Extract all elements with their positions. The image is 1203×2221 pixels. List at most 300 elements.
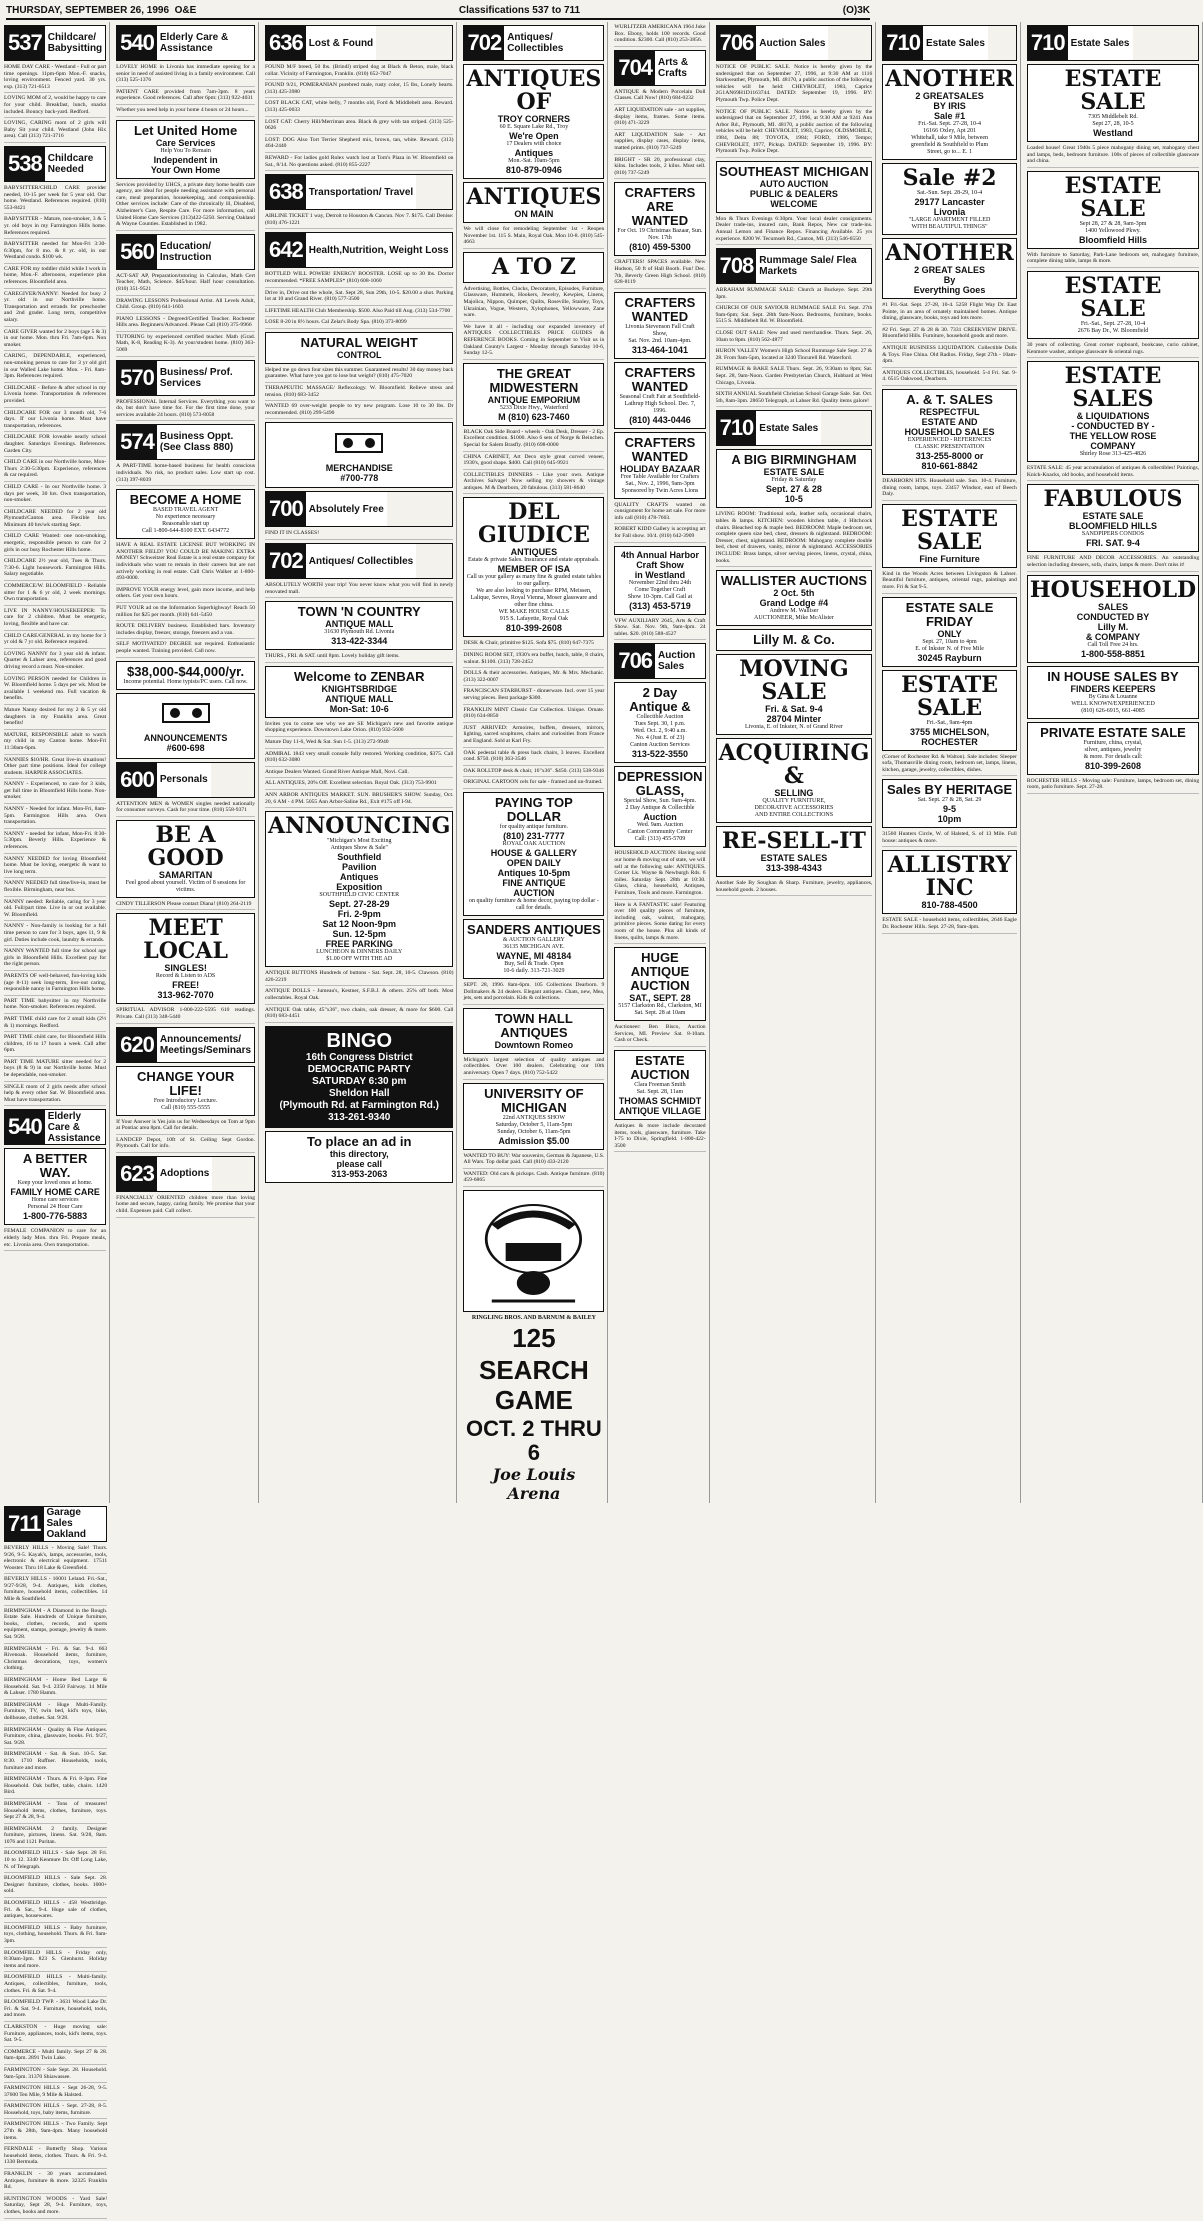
- classified-ad: CHINA CABINET, Art Deco style great curved veneer, 1930's, good shape. $400. Call (810) 645-9921: [463, 454, 604, 470]
- category-number: 710: [717, 411, 757, 445]
- classified-ad: TUTORING by experienced certified teacher. Math (Grad. Math, K-8, Reading K-3). At your/student home. (810) 363-5069: [116, 334, 255, 357]
- display-ad-line: ESTATE SALES: [1064, 363, 1162, 413]
- classified-ad: ANTIQUE Oak table, 45"x36", two chairs, oak dresser, & more for $600. Call (810) 683-4451: [265, 1007, 453, 1023]
- display-ad-line: BASED TRAVEL AGENT: [152, 507, 219, 514]
- display-ad-line: Call Toll Free 24 hrs.: [1087, 641, 1139, 648]
- display-ad: [1027, 64, 1199, 142]
- display-ad-line: (810) 231-7777: [503, 830, 565, 841]
- classified-ad: SINGLE mom of 2 girls needs after school help & every other Sat. W. Bloomfield area. Must have transportation.: [4, 1084, 106, 1107]
- display-ad-line: Record & Listen to ADS: [155, 973, 216, 980]
- display-ad-line: (810) 626-6915, 661-4085: [1081, 707, 1145, 714]
- display-ad: [463, 363, 604, 426]
- display-ad: [463, 64, 604, 179]
- display-ad-line: Lathrup High School. Dec. 7, 1996.: [624, 400, 696, 414]
- display-ad: [716, 161, 873, 213]
- display-ad-line: Keep your loved ones at home.: [17, 1180, 93, 1187]
- display-ad-line: & LIQUIDATIONS: [1076, 411, 1150, 422]
- classified-ad: CHURCH OF OUR SAVIOUR RUMMAGE SALE Fri. Sept. 27th 9am-6pm; Sat. Sept. 28th 9am-Noon. Bedrooms, furniture, books. 5515 S. Middlebelt Rd. W. Bloomfield.: [716, 305, 873, 328]
- classified-ad: NANNY needed: Reliable, caring for 3 year old. Full/part time. Live in or out available. W. Bloomfield.: [4, 899, 106, 922]
- category-name: Estate Sales: [1068, 26, 1133, 60]
- display-ad-line: Fri.-Sat., Sept. 27-28, 10-4: [1080, 320, 1146, 327]
- display-ad-line: A. & T. SALES: [906, 391, 993, 407]
- classified-ad: BLOOMFIELD HILLS - Baby furniture, toys, clothing, household. Thurs. & Fri. 9am-3pm.: [4, 1925, 107, 1948]
- classified-ad: ANTIQUE DOLLS - Jumeau's, Kestner, S.F.B.J. & others. 25% off both. Most collectables. Royal Oak.: [265, 988, 453, 1004]
- display-ad-line: Show 10-3pm. Call Gail at: [627, 593, 693, 600]
- section-label: MERCHANDISE: [325, 462, 393, 473]
- display-ad-line: ESTATE SALE FRIDAY: [905, 599, 994, 629]
- display-ad-line: ANOTHER: [885, 66, 1014, 92]
- classified-ad: ALL ANTIQUES, 20% Off. Excellent selection. Royal Oak. (313) 753-9901: [265, 780, 453, 790]
- display-ad-line: MEMBER OF ISA: [497, 564, 571, 575]
- display-ad-line: Furniture, china, crystal,: [1083, 739, 1143, 746]
- display-ad-line: Fine Furniture: [919, 553, 980, 564]
- display-ad: [716, 449, 873, 508]
- display-ad-line: Welcome to ZENBAR: [293, 668, 425, 684]
- display-ad-line: ESTATE SALE: [1064, 172, 1162, 222]
- display-ad-line: LUNCHEON & DINNERS DAILY: [316, 949, 403, 956]
- display-ad-line: Collectible Auction: [636, 714, 684, 721]
- display-ad-line: "LARGE APARTMENT FILLED: [908, 217, 991, 223]
- category-header: [4, 146, 106, 182]
- classified-ad: NANNY - Needed for infant. Mon-Fri, 8am-5pm. Farmington Hills area. Own transportation.: [4, 806, 106, 829]
- classified-ad: FINE FURNITURE AND DECOR ACCESSORIES. An outstanding selection including dressers, sofa, chairs, lamps & more. Don't miss it!: [1027, 555, 1199, 571]
- display-ad-line: 60 E. Square Lake Rd., Troy: [499, 124, 569, 130]
- classified-ad: NOTICE OF PUBLIC SALE. Notice is hereby given by the undersigned that on September 27, 1996, at 9:30 AM at 9241 Ann Arbor Rd., Plymouth, MI. 48170, a public auction of the following vehicles will be held: CHEVROLET, 1983, Caprice; OLDSMOBILE, 1984, Delta 88; TOYOTA, 1984; FORD, 1986, Tempo; CHEVROLET, 1977, Pickup. DATED: September 19, 1996. BY: Plymouth Twp. Police Dept.: [716, 109, 873, 158]
- classified-ad: ANTIQUE & Modern Porcelain Doll Classes. Call Now! (810) 684-0232: [614, 89, 705, 105]
- display-ad-line: Clara Freeman Smith: [634, 1081, 686, 1088]
- category-number: 570: [117, 361, 157, 395]
- display-ad-line: Livonia, E. of Inkster, N. of Grand River: [744, 724, 843, 731]
- display-ad-line: $38,000-$44,000/yr.: [127, 663, 245, 679]
- classified-ad: ANTIQUE BUSINESS LIQUIDATION. Collectible Dolls & Toys. Fine China. Old Radios. Friday, Sept 27th - 10am-4pm.: [882, 345, 1017, 368]
- display-ad-line: Admission $5.00: [498, 1135, 570, 1146]
- classified-ad: NANNY - Non-family is looking for a full time person to care for 3 boys, ages 11, 9 & girl. Duties include cook, laundry & errands.: [4, 923, 106, 946]
- display-ad-line: Friday & Saturday: [771, 477, 817, 484]
- display-ad-line: Call 1-800-644-8100 EXT. 6434772: [141, 528, 230, 535]
- display-ad-line: Antiques: [339, 872, 379, 883]
- display-ad-line: Sat. Sept. 28 at 10am: [634, 1010, 686, 1017]
- display-ad: [614, 682, 705, 763]
- display-ad-line: Exposition: [336, 882, 383, 893]
- classified-ad: BIRMINGHAM - Quality & Fine Antiques. Furniture, china, glassware, books. Fri. 9/27, Sat. 9/28.: [4, 1727, 107, 1750]
- display-ad-line: ESTATE SALE: [1064, 272, 1162, 322]
- display-ad-line: Downtown Romeo: [494, 1039, 574, 1050]
- display-ad-line: Wed. 9am. Auction: [636, 822, 684, 829]
- classified-column: [716, 22, 877, 1503]
- classified-ad: WURLITZER AMERICANA 1964 Juke Box. Ebony, holds 100 records. Good condition. $2300. Call (810) 253-3856.: [614, 24, 705, 47]
- display-ad-line: 313-422-3344: [331, 636, 388, 647]
- classified-ad: Services provided by UHCS, a private duty home health care agency, are ideal for people needing assistance with personal care, meal preparation, housekeeping, and companionship. Other services include: Care of the chronically ill, Disabled, Alzheimer's Care, Respite Care. For more information, call United Home Care Services (313)422-5250. Serving Oakland & Wayne Counties. Established in 1982.: [116, 182, 255, 231]
- display-ad-line: ESTATE SALE: [1064, 66, 1162, 115]
- category-name: Garage Sales Oakland: [44, 1507, 107, 1541]
- classified-ad: COMMERCE - Multi family. Sept 27 & 28. 8am-4pm. 2891 Twin Lake.: [4, 2049, 107, 2065]
- classified-ad: CARING, DEPENDABLE, experienced, non-smoking person to care for 3 yr old girl in our Walled Lake home. Mon. - Fri. 8am-3pm. References required.: [4, 353, 106, 382]
- display-ad-line: silver, antiques, jewelry: [1084, 746, 1142, 753]
- classified-ad: PART TIME babysitter in my Northville home. Non-smoker. References required.: [4, 998, 106, 1014]
- display-ad-line: Mon.-Sat. 10am-5pm: [508, 158, 560, 164]
- classified-ad: Mon & Thurs Evenings 6:30pm. Your local dealer consignments. Dealer trade-ins, insured cars, Bank Repos, New car trade-ins. Annual Lemon and Finance Repos. Financing Available. 25 yrs experience. 8200 W. Tecumseh Rd., Canton, MI. (313) 546-6550: [716, 216, 873, 245]
- classified-ad: NANNY - Experienced, to care for 3 kids, get full time in Bloomfield Hills home. Non-smoker.: [4, 781, 106, 804]
- category-name: Estate Sales: [756, 411, 821, 445]
- display-ad-line: IN HOUSE SALES BY: [1047, 668, 1179, 684]
- classified-ad: DRAWING LESSONS Professional Artist. All Levels Adult, Child. Group. (810) 641-1603: [116, 298, 255, 314]
- display-ad-line: No experience necessary: [155, 514, 216, 521]
- display-ad: [882, 779, 1017, 828]
- classified-ad: FOUND M/F breed, 50 lbs. (Brindl) striped dog at Black & Beton, male, black collar. Vicinity of Farmington, Franklin. (810) 652-7047: [265, 64, 453, 80]
- classified-ad: Advertising, Bottles, Clocks, Decorators, Episodes, Furniture, Glassware, Hummels, Hookers, Jewelry, Kewpies, Linens, Majolica, Nippon, Quimper, Quilts, Roseville, Stanley, Toys, Ukrainian, Vogue, Western, Xylophones, Yellowware, Zane ware.: [463, 286, 604, 322]
- display-ad-line: E. of Inkster N. of Five Mile: [915, 645, 984, 652]
- classified-ad: LOVELY HOME in Livonia has immediate opening for a senior in need of assisted living in a family environment. Call (313) 525-1376: [116, 64, 255, 87]
- display-ad-line: Sunday, October 6, 11am-5pm: [497, 1128, 571, 1135]
- classified-ad: DEARBORN HTS. Household sale. Sun. 10-4. Furniture, dining room, lamps, toys. 23457 Windsor, east of Beech Daly.: [882, 478, 1017, 501]
- display-ad-line: KNIGHTSBRIDGE: [321, 683, 397, 694]
- category-name: Elderly Care & Assistance: [157, 26, 254, 60]
- classified-column: [463, 22, 608, 1503]
- display-ad-line: $1.00 OFF WITH THE AD: [326, 956, 393, 963]
- classified-ad: BLOOMFIELD HILLS - 458 Westbridge. Fri. & Sat., 9-4. Huge sale of clothes, antiques, housewares.: [4, 1900, 107, 1923]
- classified-ad: FARMINGTON HILLS - Two Family. Sept 27th & 28th, 9am-4pm. Many household items.: [4, 2121, 107, 2144]
- display-ad-line: 2 Day Antique & Collectible: [625, 805, 695, 812]
- display-ad: [463, 1008, 604, 1054]
- display-ad-line: 313-255-8000 or: [915, 450, 984, 461]
- classified-ad: LANDCEP Depot, 10ft of St. Ceiling Sept Gordon. Plymouth. Call for info.: [116, 1137, 255, 1153]
- category-number: 620: [117, 1028, 157, 1062]
- classified-ad: FRANCISCAN STARBURST - dinnerware. Incl. over 15 year serving pieces. Best package $300.: [463, 688, 604, 704]
- category-header: [265, 25, 453, 61]
- classified-ad: ABRAHAM RUMMAGE SALE: Church at Buckeye. Sept. 29th 3pm.: [716, 287, 873, 303]
- classified-ad: CRAFTERS! SPACES available. New Hudson, 50 ft of Hall Booth. Fun! Dec. 7th, Beverly Green High School. (810) 628-8119: [614, 259, 705, 288]
- display-ad-line: THE YELLOW ROSE: [1069, 431, 1157, 442]
- classified-ad: PROFESSIONAL Internal Services. Everything you want to do, but don't have time for. For the first time done, your services available 24 hours. (810) 573-8058: [116, 399, 255, 422]
- display-ad-line: ESTATE AUCTION: [630, 1052, 690, 1082]
- display-ad-line: 5157 Clarkston Rd., Clarkston, MI: [618, 1003, 702, 1010]
- display-ad-line: BE A GOOD: [147, 821, 224, 871]
- display-ad-line: Buy, Sell & Trade. Open: [504, 960, 564, 967]
- display-ad-line: Sale #2: [902, 165, 997, 191]
- display-ad-line: 2 GREAT SALES: [914, 265, 985, 275]
- category-header: [116, 360, 255, 396]
- category-number: 710: [1028, 26, 1068, 60]
- category-number: 540: [117, 26, 157, 60]
- display-ad-line: Auction: [643, 812, 677, 823]
- display-ad-line: PRIVATE ESTATE SALE: [1040, 724, 1186, 740]
- classified-ad: FERNDALE - Butterfly Shop. Various household items, clothes. Thurs. & Fri. 9-4. 1330 Bermuda.: [4, 2146, 107, 2169]
- display-ad: [116, 489, 255, 539]
- display-ad-line: 313-522-3550: [631, 749, 688, 760]
- display-ad-line: OPEN DAILY: [506, 857, 561, 868]
- classified-ad: BIRMINGHAM - Tons of treasures! Household items, clothes, furniture, toys. Sept 27 & 28, 9-4.: [4, 1801, 107, 1824]
- classified-ad: BABYSITTER - Mature, non-smoker, 3 & 5 yr. old boys in my Farmington Hills home. References required.: [4, 216, 106, 239]
- classified-ad: 31560 Hunters Circle, W. of Halsted, S. of 13 Mile. Full house: antiques & more.: [882, 831, 1017, 847]
- classified-ad: #2 Fri. Sept. 27 & 28 & 30. 7331 CREEKVIEW DRIVE. Bloomfield Hills. Furniture, household goods and more.: [882, 327, 1017, 343]
- display-ad-line: (313) 453-5719: [629, 600, 691, 611]
- display-ad-line: 10-6 daily. 313-721-3029: [503, 967, 565, 974]
- display-ad-line: 10pm: [937, 814, 962, 825]
- display-ad-line: DEMOCRATIC PARTY: [307, 1063, 411, 1075]
- category-header: [116, 234, 255, 270]
- display-ad-line: CONDUCTED BY: [1076, 611, 1150, 622]
- classified-ad: DINING ROOM SET, 1930's era buffet, hutch, table, 8 chairs, walnut. $1100. (313) 728-2452: [463, 652, 604, 668]
- display-ad-line: Sept. 27 & 28: [765, 484, 822, 495]
- display-ad-line: QUALITY FURNITURE,: [762, 798, 826, 805]
- display-ad: [882, 389, 1017, 475]
- classified-ad: HOUSEHOLD AUCTION: Having sold our home & moving out of state, we will sell at the following sale: ANTIQUES. Corner Lk. Wayne & Newburgh Rds. 6 miles. Saturday Sept. 28th at 10:30. Glass, china, household, Antiques, Furniture, Tools and more. Farmington.: [614, 850, 705, 899]
- display-ad: [265, 1131, 453, 1183]
- display-ad-line: DECORATIVE ACCESSORIES: [754, 805, 834, 812]
- display-ad-line: Sheldon Hall: [328, 1087, 390, 1099]
- display-ad-line: Personal 24 Hour Care: [27, 1204, 83, 1211]
- category-name: Estate Sales: [923, 26, 988, 60]
- display-ad-line: For Oct. 19 Christmas Bazaar, Sun. Nov. 17th: [617, 228, 703, 242]
- classified-ad: ATTENTION MEN & WOMEN singles needed nationally for consumer surveys. Cash for your time. (810) 558-9371: [116, 801, 255, 817]
- classified-ad: ABSOLUTELY WORTH your trip! You never know what you will find in newly renovated mall.: [265, 582, 453, 598]
- display-ad: [614, 1050, 705, 1120]
- classified-ad: CHILDCARE NEEDED for 2 year old Plymouth/Canton area. Flexible hrs. Minimum 40 hrs/wk starting Sept.: [4, 509, 106, 532]
- display-ad-line: 2676 Bay Dr., W. Bloomfield: [1077, 327, 1149, 334]
- display-ad-line: CRAFTERS WANTED: [624, 434, 696, 464]
- display-ad-line: & more. For details call:: [1083, 753, 1143, 760]
- category-number: 537: [5, 26, 45, 60]
- display-ad: [882, 64, 1017, 160]
- category-header: [614, 50, 705, 86]
- display-ad-line: MOVING SALE: [739, 656, 849, 706]
- classified-ad: ROUTE DELIVERY business. Established bars. Inventory includes display, freezer, storage, freezers and a van.: [116, 623, 255, 639]
- display-ad-line: 1400 Yellowood Pkwy.: [1085, 227, 1141, 234]
- category-name: Announcements/ Meetings/Seminars: [157, 1028, 254, 1062]
- classified-ad: BIRMINGHAM - A Diamond in the Rough. Estate Sale. Hundreds of Unique furniture, books, clothes, records, and sports equipment, stamps, postage, jewelry & more. Sat. 9/28.: [4, 1608, 107, 1644]
- display-ad: [463, 1083, 604, 1150]
- classified-ad: With furniture to Saturday, Park-Lane bedroom set, mahogany furniture, complete dining table, lamps & more.: [1027, 252, 1199, 268]
- category-name: Health,Nutrition, Weight Loss: [306, 233, 452, 267]
- display-ad-line: 16166 Oxley, Apt 201: [923, 128, 977, 134]
- display-ad-line: ROYAL OAK AUCTION: [502, 840, 566, 847]
- display-ad-line: A TO Z: [491, 253, 576, 280]
- display-ad-line: CRAFTERS ARE WANTED: [624, 185, 696, 229]
- classified-ad: FARMINGTON HILLS - Sept 26-28, 9-5. 37600 Ten Mile, 9 Mile & Halsted.: [4, 2085, 107, 2101]
- display-ad-line: 313-464-1041: [631, 344, 688, 355]
- display-ad-line: (Plymouth Rd. at Farmington Rd.): [279, 1099, 439, 1111]
- classified-ad: HOME DAY CARE - Westland - Full or part time openings. 11pm-6pm Mon.-F. snacks, loving environment. Fenced yard. 30 yrs. exp. (313) 721-6513: [4, 64, 106, 93]
- classified-ad: DESK & Chair, primitive $125. Sofa $75. (810) 647-7375: [463, 640, 604, 650]
- display-ad: [1027, 575, 1199, 663]
- page-date: THURSDAY, SEPTEMBER 26, 1996 O&E: [6, 4, 197, 16]
- display-ad-line: Fri.-Sat. Sept. 27-28, 10-4: [918, 121, 981, 127]
- display-ad: [614, 947, 705, 1021]
- classified-ad: SELF MOTIVATED? DEGREE not required. Enthusiastic people wanted. Training provided. Call now.: [116, 641, 255, 657]
- classified-ad: PIANO LESSONS - Degreed/Certified Teacher. Rochester Hills area. Beginners/Advanced. Please Call (810) 375-9966: [116, 316, 255, 332]
- display-ad-line: Estate & private Sales. Insurance and estate appraisals.: [468, 557, 600, 564]
- classified-ad: BLOOMFIELD HILLS - Multi-family. Antiques, collectibles, furniture, tools, clothes. Fri. & Sat. 9-4.: [4, 1974, 107, 1997]
- classified-ad: QUALITY CRAFTS wanted on consignment for home art sale. For more info call (810) 478-7603.: [614, 502, 705, 525]
- classified-ad: BIRMINGHAM. 2 family. Designer furniture, pictures, linens. Sat. 9/28, 8am. 1076 and 1121 Puritan.: [4, 1826, 107, 1849]
- display-ad-line: SOUTHFIELD CIVIC CENTER: [319, 892, 400, 899]
- display-ad: [716, 629, 873, 651]
- classified-ad: Auctioneer: Ben Bisco, Auction Services, MI. Preview Sat. 8-10am. Cash or Check.: [614, 1024, 705, 1047]
- display-ad-line: Pavilion: [341, 862, 377, 873]
- display-ad-line: 2 GREATSALES: [915, 91, 984, 101]
- display-ad-line: Reasonable start up: [162, 521, 210, 528]
- classified-ad: Helped me go down four sizes this summer. Guaranteed results! 30 day money back guarantee. What have you got to lose but weight? (810) 475-7020: [265, 367, 453, 383]
- display-ad-line: Feel good about yourself. Victim of 8 sessions for victims.: [125, 879, 246, 893]
- circus-dates: OCT. 2 THRU 6: [466, 1415, 602, 1465]
- display-ad: [1027, 666, 1199, 719]
- classified-ad: Invites you to come see why we are SE Michigan's new and favorite antique shopping experience. Downtown Lake Orion. (810) 932-5600: [265, 721, 453, 737]
- display-ad-line: TOWN HALL ANTIQUES: [495, 1010, 573, 1040]
- category-header: [882, 25, 1017, 61]
- display-ad-line: in Westland: [634, 569, 686, 580]
- classified-ad: BABYSITTER needed for Mon-Fri 3:30-6:30pm, for 8 mo. & 8 yr. old, in our Westland condo. $100 wk.: [4, 241, 106, 264]
- display-ad-line: SAMARITAN: [158, 869, 213, 880]
- category-header: [116, 424, 255, 460]
- display-ad-line: 31630 Plymouth Rd. Livonia: [324, 629, 395, 636]
- classified-ad: Mature Day 11-6, Wed & Sat. Sun 1-5. (313) 272-9940: [265, 739, 453, 749]
- display-ad-line: Saturday, October 5, 11am-5pm: [495, 1121, 573, 1128]
- display-ad-line: Sat 12 Noon-9pm: [322, 919, 396, 930]
- classified-ad: HUNTINGTON WOODS - Yard Sale! Saturday, Sept 28, 9-4. Furniture, toys, clothes, books and more.: [4, 2196, 107, 2219]
- display-ad-line: Southfield: [337, 852, 382, 863]
- classified-ad: FARMINGTON - Sale Sept. 28. Household. 9am-5pm. 31370 Shiawassee.: [4, 2067, 107, 2083]
- display-ad-line: RE-SELL-IT: [721, 828, 866, 855]
- classified-ad: BOTTLED WILL POWER! ENERGY BOOSTER. LOSE up to 30 lbs. Doctor recommended. *FREE SAMPLES* (810) 608-1060: [265, 271, 453, 287]
- classified-ad: We have it all - including our expanded inventory of ANTIQUES COLLECTIBLES PRICE GUIDES & REFERENCE BOOKS. Coming in September to Visit us in Oakland County's Largest - Monday through Saturday 10-6, Sunday 12-5.: [463, 324, 604, 360]
- classified-ad: FOUND 9/21, POMERANIAN purebred male, rusty color, 15 lbs, Lonely hearts. (313) 425-3980: [265, 82, 453, 98]
- display-ad-line: BINGO: [326, 1029, 393, 1052]
- classified-column: [1027, 22, 1203, 1503]
- display-ad-line: 3755 MICHELSON,: [910, 726, 990, 737]
- display-ad-line: 29177 Lancaster: [914, 197, 985, 207]
- display-ad-line: CRAFTERS WANTED: [624, 294, 696, 324]
- classified-ad: WANTED 69 over-weight people to try new program. Lose 10 to 30 lbs. Dr recommended. (810) 299-5490: [265, 403, 453, 419]
- category-header: [716, 25, 873, 61]
- classified-ad: CLARKSTON - Huge moving sale: Furniture, appliances, tools, kid's items, toys. Sat. 9-5.: [4, 2024, 107, 2047]
- display-ad-line: Sales BY HERITAGE: [886, 782, 1013, 798]
- display-ad-line: 10-5: [784, 494, 803, 505]
- classified-ad: BIRMINGHAM - Home Bed Large & Household. Sat. 9-4. 2350 Fairway. 14 Mile & Lahser. 1780 Hamm.: [4, 1677, 107, 1700]
- display-ad-line: ESTATE SALE: [901, 671, 998, 721]
- classified-ad: OAK ROLLTOP desk & chair, 16"x36". $450. (313) 538-9346: [463, 768, 604, 778]
- display-ad-line: 915 S. Lafayette, Royal Oak: [499, 616, 569, 623]
- classified-ad: BLOOMFIELD TWP. - 3631 Wood Lake Dr. Fri. & Sat. 9-4. Furniture, household, tools, and more.: [4, 1999, 107, 2022]
- display-ad-line: 313-398-4343: [765, 863, 822, 874]
- category-number: 623: [117, 1157, 157, 1191]
- classified-ad: 30 years of collecting. Great corner cupboard, bookcase, curio cabinet, Kenmore washer, antique glassware & oriental rugs.: [1027, 342, 1199, 358]
- display-ad-line: Mon-Sat: 10-6: [329, 703, 389, 714]
- classified-ad: PARENTS OF well-behaved, fun-loving kids (age 8-11) seek long-term, live-out caring, responsible nanny in Farmington Hills home.: [4, 973, 106, 996]
- classified-ad: If Your Answer is Yes join us for Wednesdays on Tom at 9pm at Pontiac area 8pm. Call for details.: [116, 1119, 255, 1135]
- display-ad-line: Whitehall, take 9 Mile, between: [911, 135, 989, 141]
- classified-ad: NANNY - needed for infant, Mon-Fri. 8:30-5:30pm. Beverly Hills. Experience & references.: [4, 831, 106, 854]
- display-ad-line: Sept 27, 28, 10-5: [1092, 121, 1134, 127]
- classified-ad: CLOSE OUT SALE: New and used merchandise. Thurs. Sept. 26, 10am to 8pm. (810) 562-4877: [716, 330, 873, 346]
- category-number: 704: [615, 51, 655, 85]
- category-header: [4, 1506, 107, 1542]
- classified-ad: Kind in the Woods Acres between Livingston & Lahser. Beautiful furniture, antiques, oriental rugs, paintings and more. Fri & Sat 9-5.: [882, 571, 1017, 594]
- display-ad-line: ESTATE SALES: [760, 853, 828, 864]
- display-ad: [265, 332, 453, 364]
- classified-ad: FRANKLIN - 30 years accumulated. Antiques, furniture & more. 32325 Franklin Rd.: [4, 2171, 107, 2194]
- display-ad-line: (810) 459-5300: [629, 242, 691, 253]
- display-ad-line: Sat.-Sun. Sept. 28-29, 10-4: [916, 190, 983, 196]
- display-ad-line: BLOOMFIELD HILLS: [1068, 521, 1157, 532]
- classified-ad: HAVE A REAL ESTATE LICENSE BUT WORKING IN ANOTHER FIELD? YOU COULD BE MAKING EXTRA MONEY! Schweitzer Real Estate is a real estate company for individuals who want to remain in their careers but are not actively working in real estate. Call Chris Walker at 1-800-493-0000.: [116, 542, 255, 585]
- classified-ad: Another Sale By Soughan & Sharp. Furniture, jewelry, appliances, household goods. 2 houses.: [716, 880, 873, 896]
- display-ad-line: Fri.-Sat., 9am-4pm: [926, 719, 973, 726]
- classified-ad: NOTICE OF PUBLIC SALE. Notice is hereby given by the undersigned that on September 27, 1996, at 9:30 AM at 1116 Starkweather, Plymouth, MI. 48170, a public auction of the following vehicles will be held: CHEVROLET, 1983, Caprice 2G1AN69H1D1163744. DATED: September 19, 1996. BY: Plymouth Twp. Police Dept.: [716, 64, 873, 107]
- display-ad-line: on quality furniture & home decor, paying top dollar - call for details.: [469, 897, 599, 911]
- classified-ad: COLLECTIBLES DINNERS - Like your own. Antique Archives Salvage! Now selling my showers & vintage antiques. M & Dearborn, 20 fabulous. (313) 581-8640: [463, 472, 604, 495]
- category-number: 706: [615, 644, 655, 678]
- classified-ad: CARE GIVER wanted for 2 boys (age 5 & 3) in our home. Mon. thru Fri. 7am-6pm. Non smoker.: [4, 329, 106, 352]
- classified-column: [4, 1503, 110, 2221]
- classified-column: [116, 22, 259, 1503]
- display-ad-line: Lilly M. & Co.: [753, 632, 835, 648]
- classified-ad: (Corner of Rochester Rd. & Walton). Sale includes: Sleeper sofa, Thomasville dining room, bedroom set, lamps, linens, kitchen, garage, jewelry, collectibles, dishes.: [882, 754, 1017, 777]
- display-ad-line: 5233 Dixie Hwy., Waterford: [499, 404, 568, 411]
- classified-ad: PART TIME MATURE sitter needed for 2 boys (8 & 9) in our Northville home. Must be dependable, non-smoker.: [4, 1059, 106, 1082]
- display-ad-line: EXPERIENCED - REFERENCES: [907, 436, 992, 443]
- display-ad-line: WAYNE, MI 48184: [496, 950, 572, 961]
- category-header: [116, 1156, 255, 1192]
- classified-ad: PART TIME child care for 2 small kids (2½ & 1) mornings. Redford.: [4, 1016, 106, 1032]
- display-ad-line: 810-399-2608: [505, 623, 562, 634]
- display-ad-line: HUGE ANTIQUE AUCTION: [630, 950, 690, 994]
- display-ad-line: this directory,: [329, 1148, 389, 1159]
- category-name: Antiques/ Collectibles: [306, 544, 416, 578]
- classified-ad: THERAPEUTIC MASSAGE/ Reflexology. W. Bloomfield. Relieve stress and tension. (810) 683-3452: [265, 385, 453, 401]
- category-number: 702: [464, 26, 504, 60]
- classified-ad: BIRMINGHAM - Huge Multi-Family. Furniture, TV, twin bed, kid's toys, bike, dollhouse, clothes. Sat. 9/28.: [4, 1702, 107, 1725]
- display-ad: [614, 432, 705, 499]
- display-ad: [1027, 484, 1199, 552]
- display-ad-line: greenfield & Southfield to Plum: [910, 142, 989, 148]
- classified-ad: ACT-SAT AP, Preparation/tutoring in Calculus, Math Cert Teacher, Math, Science. $45/hour. Half hour consultation. (810) 351-9521: [116, 273, 255, 296]
- display-ad: [716, 826, 873, 877]
- display-ad-line: CHANGE YOUR LIFE!: [136, 1068, 235, 1098]
- classified-ad: HURON VALLEY Women's High School Rummage Sale Sept. 27 & 28. From 9am-5pm, located at 3240 Tincurell Rd. Waterford.: [716, 348, 873, 364]
- category-header: [265, 174, 453, 210]
- classified-ad: NANNIES $10/HR. Great live-in situations! Other part time positions. Ideal for college students. HARPER ASSOCIATES.: [4, 757, 106, 780]
- display-ad-line: HOUSEHOLD: [1029, 576, 1197, 603]
- classified-ad: FARMINGTON HILLS - Sept. 27-28, 8-5. Household, toys, baby items, furniture.: [4, 2103, 107, 2119]
- circus-title: SEARCH GAME: [479, 1354, 589, 1415]
- display-ad: [614, 546, 705, 615]
- classified-ad: LOVING, CARING mom of 2 girls will Baby Sit your child. Westland (John Hix area). Call (313) 721-3716: [4, 120, 106, 143]
- classified-ad: LOST BLACK CAT, white belly, 7 months old, Ford & Middlebelt area. Reward. (313) 425-0033: [265, 100, 453, 116]
- classified-ad: A PART-TIME home-based business for health conscious individuals. No risk, no product sales. Low start up cost. (313) 397-8039: [116, 463, 255, 486]
- display-ad-line: 313-962-7070: [157, 990, 214, 1001]
- display-ad: [463, 919, 604, 979]
- display-ad: [882, 238, 1017, 299]
- classified-ad: FIND IT IN CLASSES!: [265, 530, 453, 540]
- display-ad-line: 810-879-0946: [505, 165, 562, 175]
- classified-column: [614, 22, 709, 1503]
- display-ad-line: WITH BEAUTIFUL THINGS": [911, 224, 988, 230]
- classified-ad: NANNY WANTED full time for school age girls in Bloomfield Hills. Excellent pay for the right person.: [4, 948, 106, 971]
- display-ad-line: SOUTHEAST MICHIGAN: [719, 163, 869, 179]
- display-ad-line: WELL KNOWN/EXPERIENCED: [1071, 700, 1155, 707]
- display-ad: [116, 913, 255, 1004]
- display-ad-line: Antiques Show & Sale": [330, 845, 388, 852]
- display-ad-line: for quality antique furniture.: [499, 823, 569, 830]
- display-ad: [116, 820, 255, 898]
- display-ad-line: BECOME A HOME: [129, 492, 242, 508]
- display-ad-line: DEL GIUDICE: [477, 499, 590, 549]
- display-ad-line: Sun. 12-5pm: [332, 929, 386, 940]
- category-header: [116, 762, 255, 798]
- display-ad-line: SINGLES!: [164, 963, 207, 974]
- classified-ad: FRANKLIN MINT Classic Car Collection. Unique. Ornate. (810) 634-8850: [463, 707, 604, 723]
- display-ad-line: Livonia Stevenson Fall Craft Show,: [625, 323, 695, 337]
